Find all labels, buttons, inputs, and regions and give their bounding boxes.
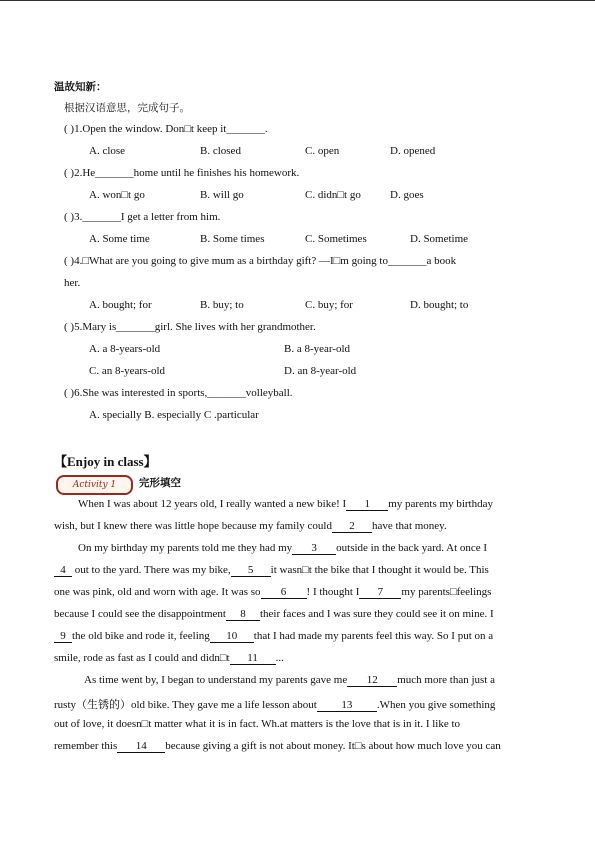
passage-line-6: because I could see the disappointment 8 their faces and I was sure they could see it on mine. I xyxy=(54,608,494,620)
question-4 xyxy=(64,255,456,267)
q2-option-c: C. didn□t go xyxy=(305,189,361,201)
q3-option-c: C. Sometimes xyxy=(305,233,367,245)
cloze-blank-7[interactable]: 7 xyxy=(359,587,401,599)
question-stem: 1.Open the window. Don□t keep it_______. xyxy=(74,123,268,135)
question-1 xyxy=(64,123,268,135)
cloze-blank-13[interactable]: 13 xyxy=(317,700,377,712)
q1-option-c: C. open xyxy=(305,145,340,157)
cloze-blank-10[interactable]: 10 xyxy=(210,631,254,643)
q5-option-d: D. an 8-year-old xyxy=(284,365,357,377)
q3-option-d: D. Sometime xyxy=(410,233,469,245)
cloze-blank-14[interactable]: 14 xyxy=(117,741,165,753)
passage-line-9: As time went by, I began to understand my parents gave me 12 much more than just a xyxy=(84,674,495,686)
passage-line-2: wish, but I knew there was little hope because my family could 2 have that money. xyxy=(54,520,447,532)
cloze-blank-8[interactable]: 8 xyxy=(226,609,260,621)
question-stem: 5.Mary is_______girl. She lives with her grandmother. xyxy=(74,321,316,333)
passage-line-10: rusty（生锈的）old bike. They gave me a life lesson about 13 .When you give something xyxy=(54,699,496,711)
passage-line-8: smile, rode as fast as I could and didn□t 11 ... xyxy=(54,652,284,664)
passage-line-11: out of love, it doesn□t matter what it is in fact. Wh.at matters is the love that is in it. I like to xyxy=(54,718,461,730)
cloze-blank-4[interactable]: 4 xyxy=(54,565,72,577)
q2-option-a: A. won□t go xyxy=(89,189,145,201)
q4-option-b: B. buy; to xyxy=(200,299,244,311)
q4-option-c: C. buy; for xyxy=(305,299,353,311)
question-stem: 2.He_______home until he finishes his homework. xyxy=(74,167,300,179)
passage-line-4: 4 out to the yard. There was my bike, 5 it wasn□t the bike that I thought it would be. This xyxy=(54,564,489,577)
review-heading: 温故知新： xyxy=(54,81,107,93)
q2-option-b: B. will go xyxy=(200,189,244,201)
answer-paren[interactable]: ( ) xyxy=(64,255,75,267)
activity-title: 完形填空 xyxy=(139,477,181,489)
question-2 xyxy=(64,167,299,179)
cloze-blank-5[interactable]: 5 xyxy=(231,565,271,577)
q2-option-d: D. goes xyxy=(390,189,424,201)
question-stem: 4.□What are you going to give mum as a birthday gift? —I□m going to_______a book xyxy=(74,255,457,267)
question-5 xyxy=(64,321,316,333)
cloze-blank-9[interactable]: 9 xyxy=(54,631,72,643)
q4-option-d: D. bought; to xyxy=(410,299,469,311)
question-4-continued: her. xyxy=(64,277,81,289)
answer-paren[interactable]: ( ) xyxy=(64,123,75,135)
answer-paren[interactable]: ( ) xyxy=(64,387,75,399)
cloze-blank-1[interactable]: 1 xyxy=(346,499,388,511)
review-instruction: 根据汉语意思，完成句子。 xyxy=(64,102,190,114)
question-6 xyxy=(64,387,293,399)
q5-option-b: B. a 8-year-old xyxy=(284,343,351,355)
answer-paren[interactable]: ( ) xyxy=(64,167,75,179)
q4-option-a: A. bought; for xyxy=(89,299,152,311)
q6-options: A. specially B. especially C .particular xyxy=(89,409,259,421)
q1-option-d: D. opened xyxy=(390,145,436,157)
q5-option-c: C. an 8-years-old xyxy=(89,365,166,377)
cloze-blank-12[interactable]: 12 xyxy=(347,675,397,687)
cloze-blank-11[interactable]: 11 xyxy=(230,653,276,665)
answer-paren[interactable]: ( ) xyxy=(64,321,75,333)
activity-badge: Activity 1 xyxy=(56,475,133,495)
question-stem: 6.She was interested in sports,_______volleyball. xyxy=(74,387,293,399)
passage-line-7: 9 the old bike and rode it, feeling 10 that I had made my parents feel this way. So I put on a xyxy=(54,630,493,643)
cloze-blank-2[interactable]: 2 xyxy=(332,521,372,533)
question-stem: 3._______I get a letter from him. xyxy=(74,211,221,223)
q1-option-b: B. closed xyxy=(200,145,241,157)
cloze-blank-3[interactable]: 3 xyxy=(292,543,336,555)
answer-paren[interactable]: ( ) xyxy=(64,211,75,223)
q3-option-b: B. Some times xyxy=(200,233,265,245)
q1-option-a: A. close xyxy=(89,145,126,157)
q5-option-a: A. a 8-years-old xyxy=(89,343,161,355)
enjoy-heading: 【Enjoy in class】 xyxy=(54,454,157,469)
cloze-blank-6[interactable]: 6 xyxy=(261,587,307,599)
passage-line-5: one was pink, old and worn with age. It was so 6 ! I thought I 7 my parents□feelings xyxy=(54,586,492,598)
passage-line-12: remember this 14 because giving a gift is not about money. It□s about how much love you can xyxy=(54,740,501,752)
question-3 xyxy=(64,211,220,223)
passage-line-1: When I was about 12 years old, I really wanted a new bike! I 1 my parents my birthday xyxy=(78,498,493,510)
page-top-border xyxy=(0,0,595,1)
q3-option-a: A. Some time xyxy=(89,233,150,245)
passage-line-3: On my birthday my parents told me they had my 3 outside in the back yard. At once I xyxy=(78,542,488,554)
